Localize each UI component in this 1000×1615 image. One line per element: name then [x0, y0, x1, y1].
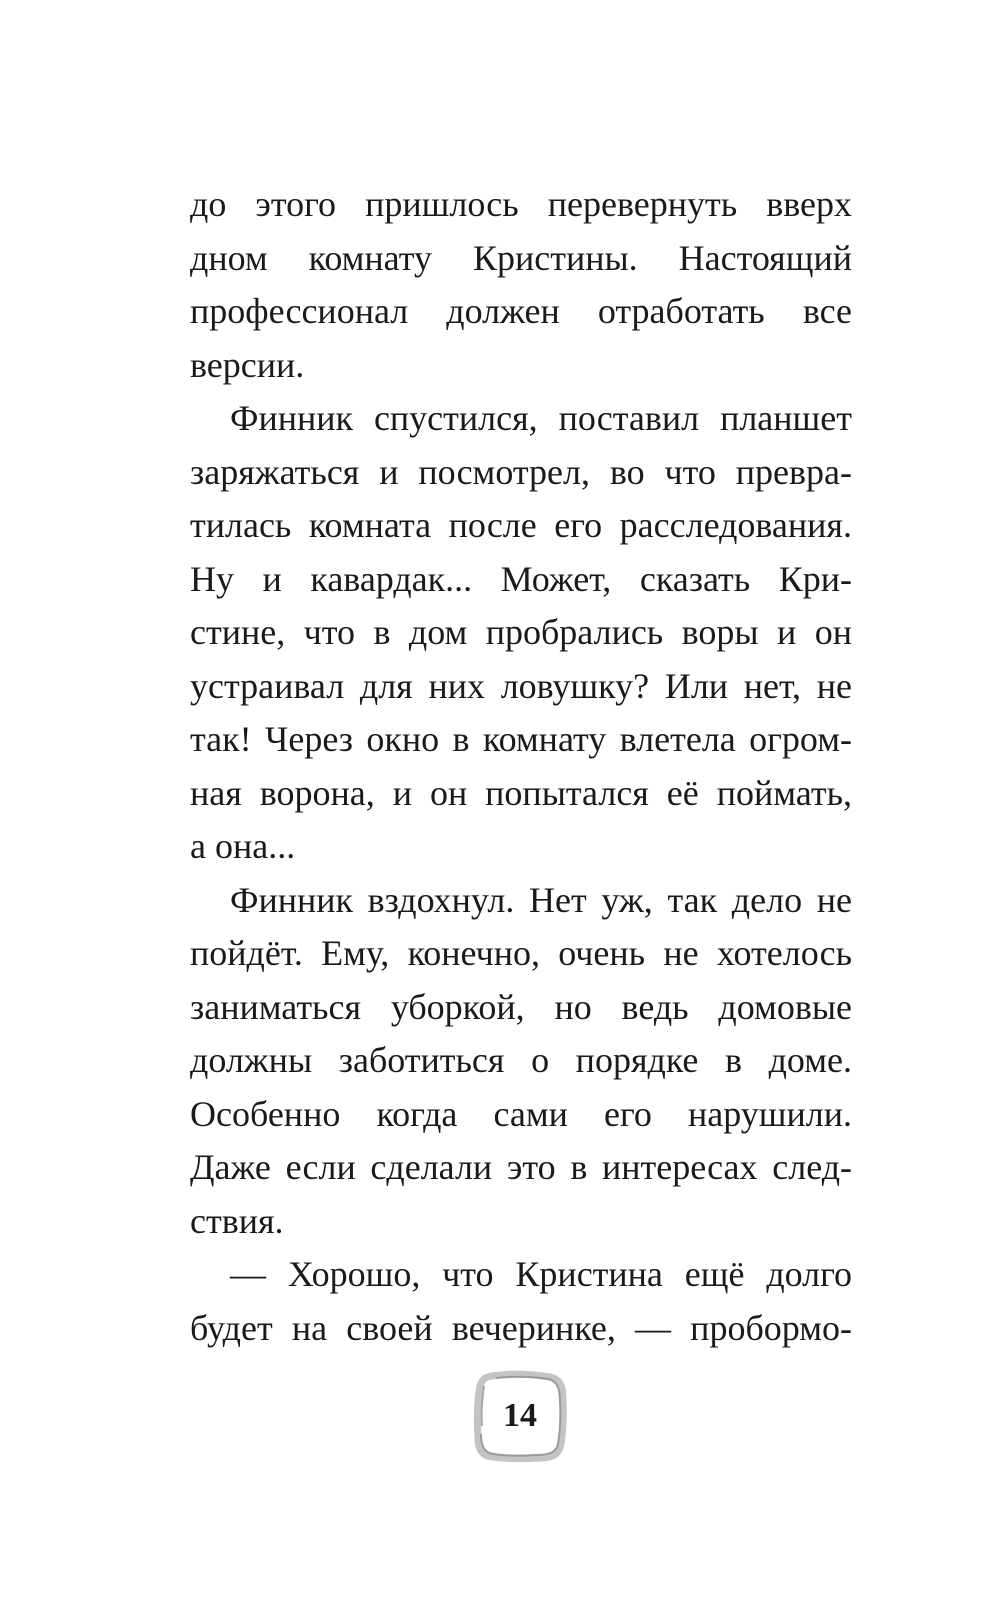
text-line: а она...: [190, 826, 296, 866]
text-line: стине, что в дом пробрались воры и он: [190, 612, 852, 652]
text-line: профессионал должен отработать все: [190, 291, 852, 331]
text-line: тилась комната после его расследования.: [190, 505, 852, 545]
text-line: Финник спустился, поставил планшет: [230, 398, 852, 438]
text-line: должны заботиться о порядке в доме.: [190, 1040, 852, 1080]
text-line: так! Через окно в комнату влетела огром-: [190, 719, 852, 759]
text-line: пойдёт. Ему, конечно, очень не хотелось: [190, 933, 852, 973]
text-line: заряжаться и посмотрел, во что превра-: [190, 451, 852, 492]
text-line: Даже если сделали это в интересах след-: [190, 1147, 852, 1187]
page-number: 14: [503, 1397, 537, 1434]
page-text: [190, 178, 852, 1355]
text-line: заниматься уборкой, но ведь домовые: [190, 986, 852, 1027]
text-line: версии.: [190, 344, 305, 385]
text-line: Финник вздохнул. Нет уж, так дело не: [230, 879, 852, 920]
page-number-badge: [470, 1366, 570, 1466]
text-line: будет на своей вечеринке, — пробормо-: [190, 1307, 852, 1348]
text-line: до этого пришлось перевернуть вверх: [190, 184, 852, 224]
text-line: дном комнату Кристины. Настоящий: [190, 237, 852, 278]
text-line: ствия.: [190, 1200, 284, 1241]
text-line: устраивал для них ловушку? Или нет, не: [190, 665, 852, 706]
text-line: Ну и кавардак... Может, сказать Кри-: [190, 558, 852, 599]
text-line: — Хорошо, что Кристина ещё долго: [230, 1254, 852, 1294]
text-line: ная ворона, и он попытался её поймать,: [190, 772, 852, 813]
text-line: Особенно когда сами его нарушили.: [190, 1093, 852, 1134]
